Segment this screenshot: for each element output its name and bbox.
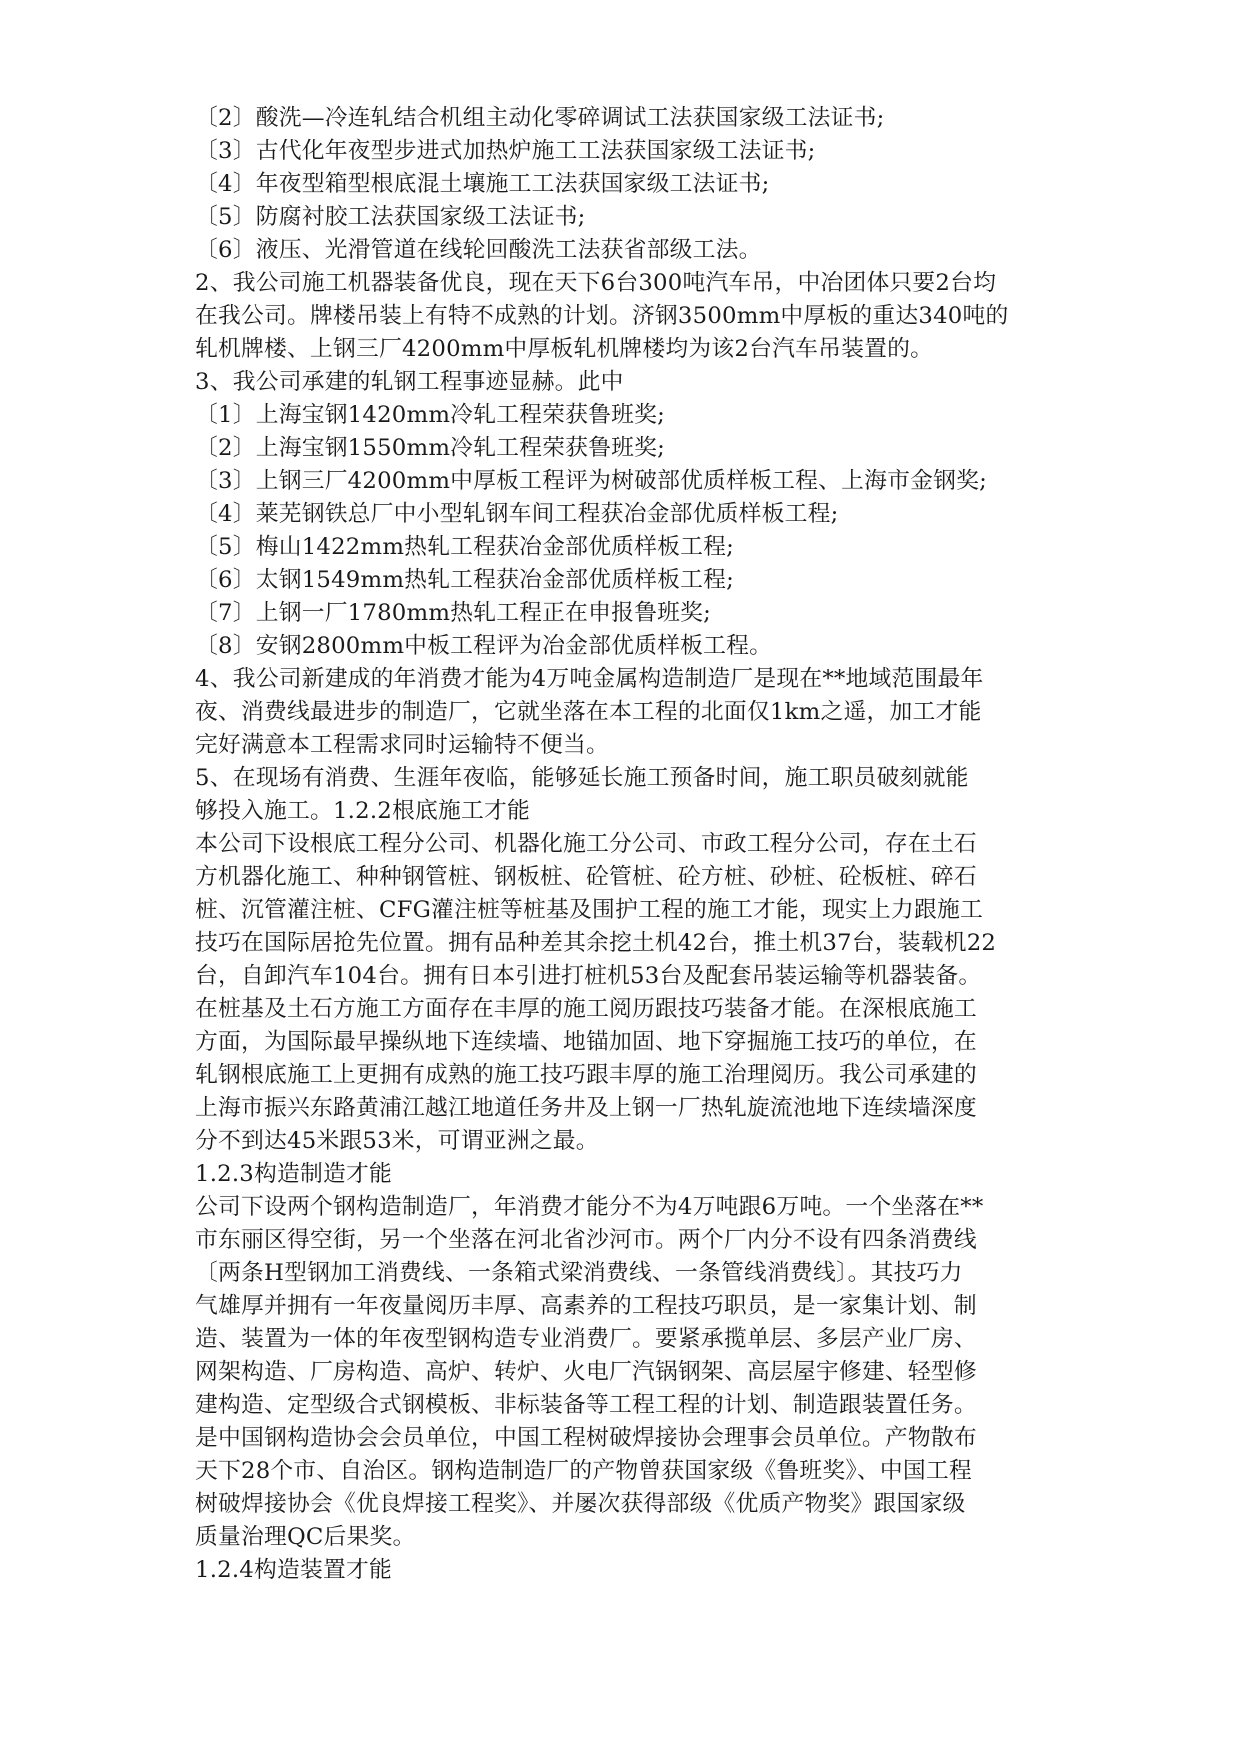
text-line: 网架构造、厂房构造、高炉、转炉、火电厂汽锅钢架、高层屋宇修建、轻型修	[195, 1359, 977, 1385]
text-line: 〔4〕莱芜钢铁总厂中小型轧钢车间工程获冶金部优质样板工程;	[195, 501, 839, 527]
text-line: 方机器化施工、种种钢管桩、钢板桩、砼管桩、砼方桩、砂桩、砼板桩、碎石	[195, 864, 977, 890]
text-line: 公司下设两个钢构造制造厂，年消费才能分不为4万吨跟6万吨。一个坐落在**	[195, 1194, 984, 1220]
text-line: 质量治理QC后果奖。	[195, 1524, 416, 1550]
text-line: 够投入施工。1.2.2根底施工才能	[195, 798, 530, 824]
text-line: 台，自卸汽车104台。拥有日本引进打桩机53台及配套吊装运输等机器装备。	[195, 963, 982, 989]
text-line: 4、我公司新建成的年消费才能为4万吨金属构造制造厂是现在**地域范围最年	[195, 666, 984, 692]
text-line: 完好满意本工程需求同时运输特不便当。	[195, 732, 609, 758]
text-line: 本公司下设根底工程分公司、机器化施工分公司、市政工程分公司，存在土石	[195, 831, 977, 857]
text-line: 轧机牌楼、上钢三厂4200mm中厚板轧机牌楼均为该2台汽车吊装置的。	[195, 336, 934, 362]
text-line: 5、在现场有消费、生涯年夜临，能够延长施工预备时间，施工职员破刻就能	[195, 765, 969, 791]
text-line: 〔两条H型钢加工消费线、一条箱式梁消费线、一条管线消费线〕。其技巧力	[195, 1260, 963, 1286]
text-line: 〔2〕酸洗—冷连轧结合机组主动化零碎调试工法获国家级工法证书;	[195, 105, 885, 131]
section-heading: 1.2.3构造制造才能	[195, 1161, 392, 1187]
text-line: 夜、消费线最进步的制造厂，它就坐落在本工程的北面仅1km之遥，加工才能	[195, 699, 982, 725]
text-line: 〔8〕安钢2800mm中板工程评为冶金部优质样板工程。	[195, 633, 773, 659]
text-line: 市东丽区得空街，另一个坐落在河北省沙河市。两个厂内分不设有四条消费线	[195, 1227, 977, 1253]
text-line: 树破焊接协会《优良焊接工程奖》、并屡次获得部级《优质产物奖》跟国家级	[195, 1491, 966, 1517]
text-line: 造、装置为一体的年夜型钢构造专业消费厂。要紧承揽单层、多层产业厂房、	[195, 1326, 977, 1352]
text-line: 〔7〕上钢一厂1780mm热轧工程正在申报鲁班奖;	[195, 600, 711, 626]
document-page	[195, 102, 1055, 1620]
text-line: 天下28个市、自治区。钢构造制造厂的产物曾获国家级《鲁班奖》、中国工程	[195, 1458, 972, 1484]
text-line: 在桩基及土石方施工方面存在丰厚的施工阅历跟技巧装备才能。在深根底施工	[195, 996, 977, 1022]
text-line: 〔6〕液压、光滑管道在线轮回酸洗工法获省部级工法。	[195, 237, 762, 263]
text-line: 〔2〕上海宝钢1550mm冷轧工程荣获鲁班奖;	[195, 435, 665, 461]
text-line: 〔3〕上钢三厂4200mm中厚板工程评为树破部优质样板工程、上海市金钢奖;	[195, 468, 987, 494]
text-line: 〔1〕上海宝钢1420mm冷轧工程荣获鲁班奖;	[195, 402, 665, 428]
text-line: 1.2.4构造装置才能	[195, 1557, 392, 1583]
text-line: 是中国钢构造协会会员单位，中国工程树破焊接协会理事会员单位。产物散布	[195, 1425, 977, 1451]
text-line: 建构造、定型级合式钢模板、非标装备等工程工程的计划、制造跟装置任务。	[195, 1392, 977, 1418]
text-line: 轧钢根底施工上更拥有成熟的施工技巧跟丰厚的施工治理阅历。我公司承建的	[195, 1062, 977, 1088]
text-line: 〔6〕太钢1549mm热轧工程获冶金部优质样板工程;	[195, 567, 734, 593]
text-line: 方面，为国际最早操纵地下连续墙、地锚加固、地下穿掘施工技巧的单位，在	[195, 1029, 977, 1055]
text-line: 在我公司。牌楼吊装上有特不成熟的计划。济钢3500mm中厚板的重达340吨的	[195, 303, 1009, 329]
text-line: 上海市振兴东路黄浦江越江地道任务井及上钢一厂热轧旋流池地下连续墙深度	[195, 1095, 977, 1121]
text-line: 2、我公司施工机器装备优良，现在天下6台300吨汽车吊，中冶团体只要2台均	[195, 270, 997, 296]
text-line: 分不到达45米跟53米，可谓亚洲之最。	[195, 1128, 599, 1154]
text-line: 〔4〕年夜型箱型根底混土壤施工工法获国家级工法证书;	[195, 171, 770, 197]
text-line: 气雄厚并拥有一年夜量阅历丰厚、高素养的工程技巧职员，是一家集计划、制	[195, 1293, 977, 1319]
section-heading	[195, 1587, 1055, 1620]
text-line: 〔5〕梅山1422mm热轧工程获冶金部优质样板工程;	[195, 534, 734, 560]
text-line: 技巧在国际居抢先位置。拥有品种差其余挖土机42台，推土机37台，装载机22	[195, 930, 997, 956]
text-line: 〔3〕古代化年夜型步进式加热炉施工工法获国家级工法证书;	[195, 138, 816, 164]
text-line: 桩、沉管灌注桩、CFG灌注桩等桩基及围护工程的施工才能，现实上力跟施工	[195, 897, 983, 923]
text-line: 3、我公司承建的轧钢工程事迹显赫。此中	[195, 369, 624, 395]
text-line: 〔5〕防腐衬胶工法获国家级工法证书;	[195, 204, 586, 230]
